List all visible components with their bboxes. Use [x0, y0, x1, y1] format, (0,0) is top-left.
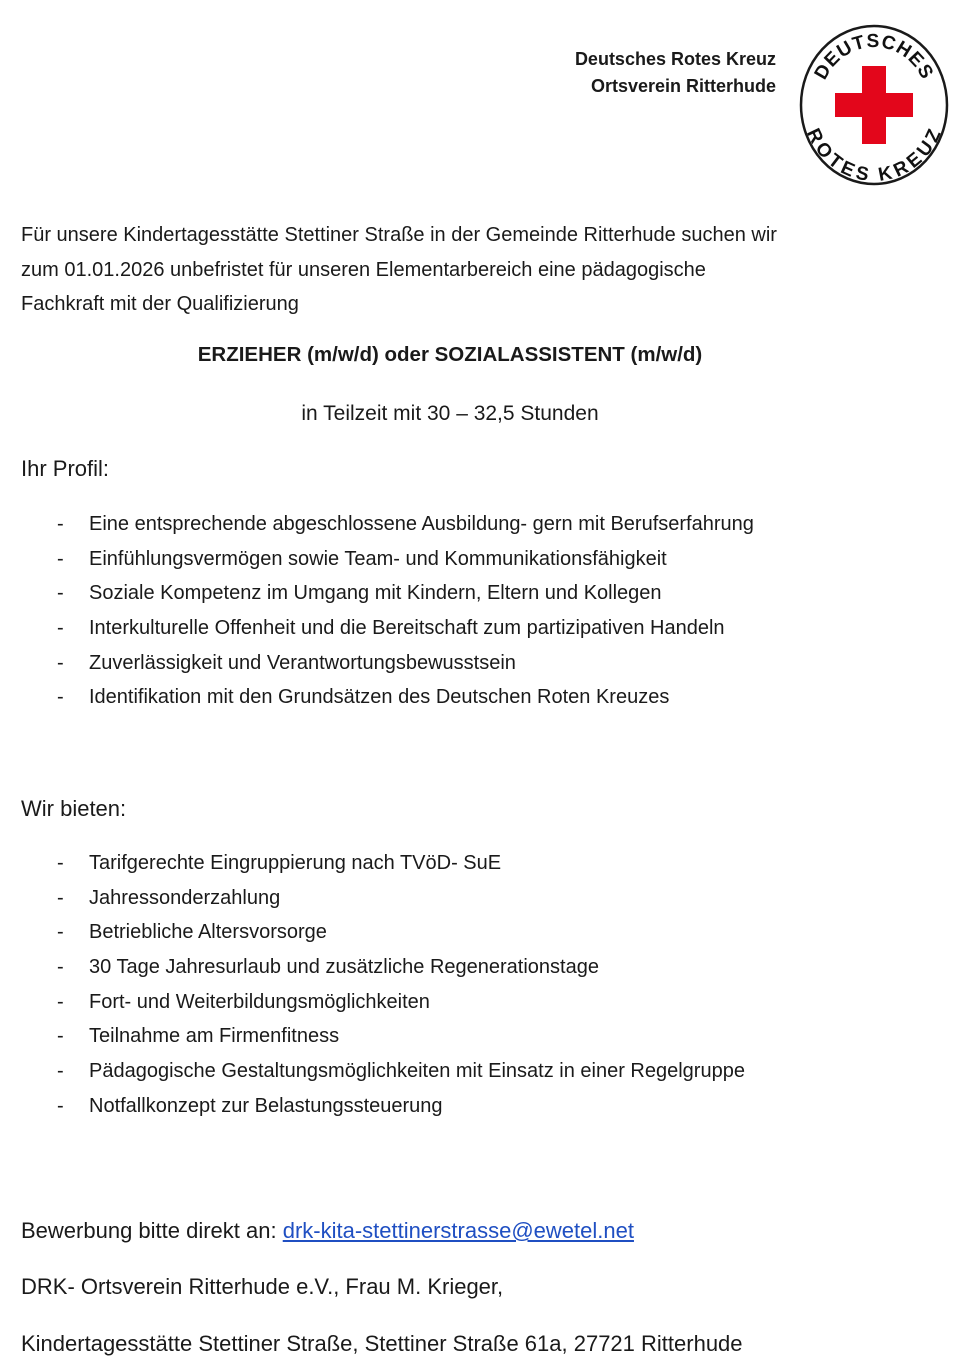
- bullet-dash: -: [57, 651, 64, 674]
- bullet-dash: -: [57, 686, 64, 709]
- list-item-text: Betriebliche Altersvorsorge: [89, 921, 327, 944]
- list-item-text: Eine entsprechende abgeschlossene Ausbildung- gern mit Berufserfahrung: [89, 513, 754, 535]
- list-item: [0, 985, 940, 1020]
- address: Kindertagesstätte Stettiner Straße, Stettiner Straße 61a, 27721 Ritterhude: [21, 1331, 743, 1356]
- list-item-text: Tarifgerechte Eingruppierung nach TVöD- SuE: [89, 852, 502, 874]
- bullet-dash: -: [57, 1060, 64, 1083]
- org-header: [520, 46, 776, 100]
- list-item-text: Interkulturelle Offenheit und die Bereitschaft zum partizipativen Handeln: [89, 617, 725, 640]
- org-name: Deutsches Rotes Kreuz: [574, 49, 776, 69]
- intro-line: zum 01.01.2026 unbefristet für unseren Elementarbereich eine pädagogische: [21, 258, 706, 281]
- list-item: [0, 611, 940, 646]
- apply-label: Bewerbung bitte direkt an:: [21, 1218, 283, 1243]
- bullet-dash: -: [57, 886, 64, 909]
- bullet-dash: -: [57, 921, 64, 944]
- offer-list: [0, 846, 940, 1124]
- contact-person: DRK- Ortsverein Ritterhude e.V., Frau M. Krieger,: [21, 1274, 504, 1299]
- list-item: [0, 1054, 940, 1089]
- bullet-dash: -: [57, 956, 64, 979]
- bullet-dash: -: [57, 617, 64, 640]
- list-item: [0, 1019, 940, 1054]
- bullet-dash: -: [57, 1025, 64, 1048]
- list-item: [0, 1089, 940, 1124]
- list-item-text: Identifikation mit den Grundsätzen des Deutschen Roten Kreuzes: [89, 686, 670, 709]
- application-line: [21, 1214, 634, 1248]
- logo-text-top: DEUTSCHES: [810, 30, 938, 84]
- list-item-text: Einfühlungsvermögen sowie Team- und Kommunikationsfähigkeit: [89, 547, 667, 570]
- org-branch: Ortsverein Ritterhude: [590, 76, 776, 96]
- bullet-dash: -: [57, 1094, 64, 1117]
- list-item: [0, 915, 940, 950]
- bullet-dash: -: [57, 513, 64, 535]
- intro-paragraph: [21, 218, 921, 322]
- list-item-text: Notfallkonzept zur Belastungssteuerung: [89, 1094, 443, 1117]
- list-item: [0, 507, 940, 542]
- job-title: ERZIEHER (m/w/d) oder SOZIALASSISTENT (m/w/d): [197, 343, 703, 366]
- list-item-text: Jahressonderzahlung: [89, 886, 281, 909]
- profile-heading: Ihr Profil:: [21, 456, 110, 481]
- drk-logo: [798, 22, 950, 188]
- list-item: [0, 576, 940, 611]
- intro-line: Für unsere Kindertagesstätte Stettiner Straße in der Gemeinde Ritterhude suchen wir: [21, 224, 777, 246]
- list-item-text: Zuverlässigkeit und Verantwortungsbewusstsein: [89, 651, 516, 674]
- list-item: [0, 881, 940, 916]
- list-item: [0, 950, 940, 985]
- list-item: [0, 846, 940, 881]
- list-item-text: Teilnahme am Firmenfitness: [89, 1025, 340, 1048]
- list-item-text: Soziale Kompetenz im Umgang mit Kindern, Eltern und Kollegen: [89, 582, 662, 605]
- list-item-text: Pädagogische Gestaltungsmöglichkeiten mit Einsatz in einer Regelgruppe: [89, 1060, 745, 1083]
- bullet-dash: -: [57, 547, 64, 570]
- bullet-dash: -: [57, 990, 64, 1013]
- logo-text-bottom: ROTES KREUZ: [802, 125, 946, 186]
- working-hours: in Teilzeit mit 30 – 32,5 Stunden: [301, 402, 599, 425]
- profile-list: [0, 507, 940, 715]
- list-item: [0, 680, 940, 715]
- email-link[interactable]: drk-kita-stettinerstrasse@ewetel.net: [282, 1218, 634, 1243]
- intro-line: Fachkraft mit der Qualifizierung: [21, 293, 299, 315]
- bullet-dash: -: [57, 582, 64, 605]
- offer-heading: Wir bieten:: [21, 796, 127, 821]
- list-item: [0, 646, 940, 681]
- list-item-text: 30 Tage Jahresurlaub und zusätzliche Regenerationstage: [89, 956, 599, 979]
- list-item-text: Fort- und Weiterbildungsmöglichkeiten: [89, 990, 430, 1013]
- bullet-dash: -: [57, 852, 64, 874]
- list-item: [0, 542, 940, 577]
